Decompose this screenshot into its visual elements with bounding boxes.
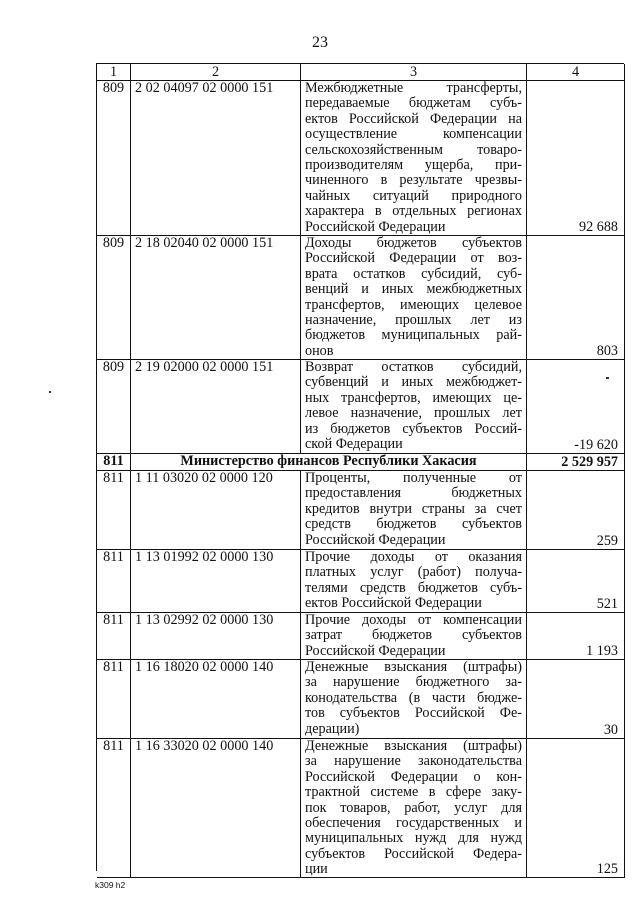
ministry-title: Министерство финансов Республики Хакасия <box>131 454 527 471</box>
scan-speck <box>606 377 609 379</box>
description <box>301 360 527 454</box>
amount: 1 193 <box>586 642 618 659</box>
admin-code: 811 <box>97 739 131 878</box>
description-line: конодательства (в части бюдже- <box>305 689 522 706</box>
description-line: характера в отдельных регионах <box>305 203 522 220</box>
budget-code: 2 19 02000 02 0000 151 <box>131 360 301 454</box>
description-line: Российской Федерации от воз- <box>305 250 522 267</box>
header-col-4: 4 <box>527 64 625 81</box>
description-line: трансфертов, имеющих целевое <box>305 296 522 313</box>
description-line: Возврат остатков субсидий, <box>305 360 522 375</box>
table-row <box>97 739 625 878</box>
description-line: ектов Российской Федерации на <box>305 110 522 127</box>
description-line: врата остатков субсидий, суб- <box>305 265 522 282</box>
description <box>301 550 527 613</box>
description-line: ции <box>305 861 328 878</box>
description <box>301 739 527 878</box>
description-line: Проценты, полученные от <box>305 471 522 486</box>
admin-code: 809 <box>97 236 131 360</box>
table-row <box>97 613 625 660</box>
description-line: сельскохозяйственным товаро- <box>305 141 522 158</box>
admin-code: 811 <box>97 454 131 471</box>
revenue-table <box>96 63 624 878</box>
description-line: осуществление компенсации <box>305 126 522 143</box>
description-line: за нарушение законодательства <box>305 753 522 770</box>
description-line: передаваемые бюджетам субъ- <box>305 95 522 112</box>
admin-code: 811 <box>97 471 131 550</box>
header-col-3: 3 <box>301 64 527 81</box>
table-row <box>97 471 625 550</box>
budget-code: 2 18 02040 02 0000 151 <box>131 236 301 360</box>
header-col-2: 2 <box>131 64 301 81</box>
description-line: за нарушение бюджетного за- <box>305 674 522 691</box>
amount-cell <box>527 550 625 613</box>
description-line: чайных ситуаций природного <box>305 187 522 204</box>
description-line: кредитов внутри страны за счет <box>305 500 522 517</box>
amount: 2 529 957 <box>561 454 618 470</box>
amount-cell <box>527 236 625 360</box>
table-row <box>97 236 625 360</box>
amount-cell <box>527 454 625 471</box>
description <box>301 81 527 236</box>
description <box>301 660 527 739</box>
description <box>301 613 527 660</box>
table-row <box>97 360 625 454</box>
table-row <box>97 81 625 236</box>
description-line: обеспечения государственных и <box>305 815 522 832</box>
description-line: Прочие доходы от компенсации <box>305 613 522 628</box>
document-code: k309 h2 <box>95 880 126 890</box>
description-line: Доходы бюджетов субъектов <box>305 236 522 251</box>
description-line: назначение, прошлых лет из <box>305 312 522 329</box>
amount: 521 <box>596 595 618 612</box>
admin-code: 809 <box>97 81 131 236</box>
amount: 259 <box>596 532 618 549</box>
description-line: Российской Федерации о кон- <box>305 768 522 785</box>
admin-code: 809 <box>97 360 131 454</box>
description-line: Российской Федерации <box>305 642 446 659</box>
description-line: субвенций и иных межбюджет- <box>305 374 522 391</box>
amount: 803 <box>596 342 618 359</box>
table-row <box>97 660 625 739</box>
description-line: трактной системе в сфере заку- <box>305 784 522 801</box>
description-line: онов <box>305 342 334 359</box>
description-line: Прочие доходы от оказания <box>305 550 522 565</box>
description-line: Денежные взыскания (штрафы) <box>305 660 522 675</box>
amount-cell <box>527 739 625 878</box>
budget-code: 1 13 02992 02 0000 130 <box>131 613 301 660</box>
description-line: тов субъектов Российской Фе- <box>305 705 522 722</box>
description-line: средств бюджетов субъектов <box>305 516 522 533</box>
description-line: затрат бюджетов субъектов <box>305 627 522 644</box>
description-line: предоставления бюджетных <box>305 485 522 502</box>
description-line: левое назначение, прошлых лет <box>305 405 522 422</box>
description-line: дерации) <box>305 720 360 737</box>
amount: 92 688 <box>578 218 618 235</box>
amount-cell <box>527 471 625 550</box>
description-line: из бюджетов субъектов Россий- <box>305 420 522 437</box>
description-line: Российской Федерации <box>305 218 446 235</box>
amount: -19 620 <box>574 436 618 453</box>
description-line: бюджетов муниципальных рай- <box>305 327 522 344</box>
description-line: венций и иных межбюджетных <box>305 281 522 298</box>
amount-cell <box>527 660 625 739</box>
description-line: платных услуг (работ) получа- <box>305 564 522 581</box>
amount-cell <box>527 360 625 454</box>
description-line: ской Федерации <box>305 436 403 453</box>
description-line: чиненного в результате чрезвы- <box>305 172 522 189</box>
header-col-1: 1 <box>97 64 131 81</box>
amount: 30 <box>603 721 618 738</box>
description <box>301 236 527 360</box>
amount-cell <box>527 613 625 660</box>
ministry-row <box>97 454 625 471</box>
header-row <box>97 64 625 81</box>
admin-code: 811 <box>97 613 131 660</box>
description-line: пок товаров, работ, услуг для <box>305 799 522 816</box>
description-line: ектов Российской Федерации <box>305 595 482 612</box>
description-line: Межбюджетные трансферты, <box>305 81 522 96</box>
budget-code: 1 16 18020 02 0000 140 <box>131 660 301 739</box>
admin-code: 811 <box>97 660 131 739</box>
budget-code: 1 11 03020 02 0000 120 <box>131 471 301 550</box>
budget-code: 2 02 04097 02 0000 151 <box>131 81 301 236</box>
admin-code: 811 <box>97 550 131 613</box>
description-line: производителям ущерба, при- <box>305 157 522 174</box>
amount-cell <box>527 81 625 236</box>
description-line: субъектов Российской Федера- <box>305 845 522 862</box>
budget-code: 1 13 01992 02 0000 130 <box>131 550 301 613</box>
description-line: Российской Федерации <box>305 531 446 548</box>
description-line: муниципальных нужд для нужд <box>305 830 522 847</box>
page-number: 23 <box>312 34 328 51</box>
budget-code: 1 16 33020 02 0000 140 <box>131 739 301 878</box>
scan-speck <box>49 391 51 393</box>
description-line: ных трансфертов, имеющих це- <box>305 389 522 406</box>
table-row <box>97 550 625 613</box>
amount: 125 <box>596 860 618 877</box>
description-line: телями средств бюджетов субъ- <box>305 579 522 596</box>
description <box>301 471 527 550</box>
description-line: Денежные взыскания (штрафы) <box>305 739 522 754</box>
